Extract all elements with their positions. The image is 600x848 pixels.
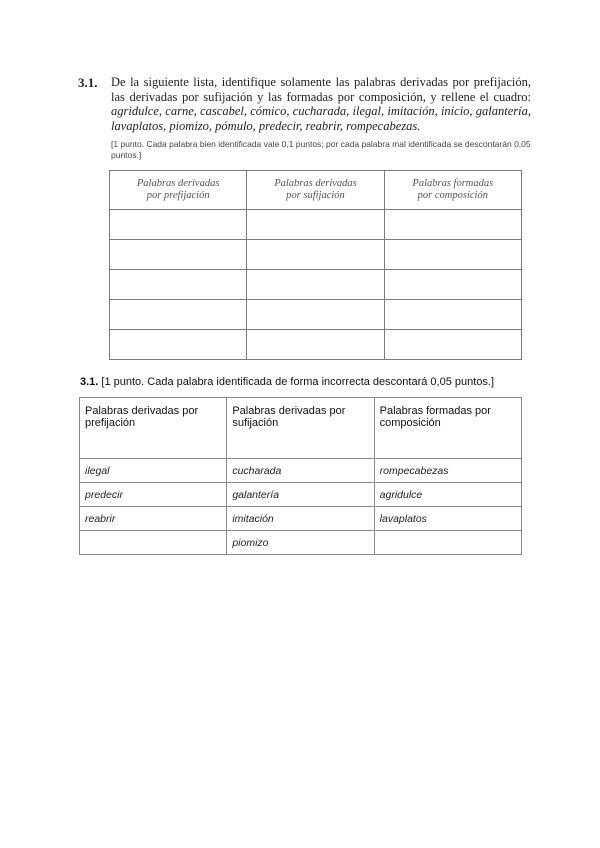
question-instruction: De la siguiente lista, identifique solamente las palabras derivadas por prefijación, las derivadas por sufijación y las formadas por composición, y rellene el cuadro:	[111, 75, 531, 104]
exercise-cell	[384, 330, 521, 360]
exercise-cell	[384, 300, 521, 330]
exercise-cell	[247, 240, 384, 270]
answer-cell: imitación	[227, 507, 374, 531]
answer-cell: cucharada	[227, 459, 374, 483]
answer-header-row	[80, 398, 522, 459]
exercise-cell	[384, 270, 521, 300]
exercise-cell	[384, 240, 521, 270]
exercise-cell	[110, 270, 247, 300]
exercise-header-row	[110, 171, 522, 210]
exercise-row	[110, 210, 522, 240]
answer-cell: piomizo	[227, 531, 374, 555]
exercise-cell	[110, 210, 247, 240]
answer-cell: predecir	[80, 483, 227, 507]
answer-cell	[80, 531, 227, 555]
answer-row	[80, 483, 522, 507]
answer-cell: lavaplatos	[374, 507, 521, 531]
answer-row	[80, 459, 522, 483]
exercise-cell	[110, 330, 247, 360]
exercise-cell	[247, 300, 384, 330]
exercise-cell	[110, 240, 247, 270]
exercise-header-prefijacion: Palabras derivadas por prefijación	[110, 171, 247, 210]
exercise-cell	[384, 210, 521, 240]
answer-cell: rompecabezas	[374, 459, 521, 483]
exercise-header-sufijacion: Palabras derivadas por sufijación	[247, 171, 384, 210]
exercise-row	[110, 270, 522, 300]
answer-row	[80, 507, 522, 531]
question-number: 3.1.	[78, 75, 98, 90]
exercise-cell	[247, 330, 384, 360]
exercise-table	[109, 170, 522, 360]
question-word-list: agridulce, carne, cascabel, cómico, cucharada, ilegal, imitación, inicio, galantería, lavaplatos, piomizo, pómulo, predecir, reabrir, rompecabezas.	[111, 104, 531, 133]
answer-scoring-note: [1 punto. Cada palabra identificada de forma incorrecta descontará 0,05 puntos.]	[101, 376, 495, 388]
answer-cell: agridulce	[374, 483, 521, 507]
answer-cell	[374, 531, 521, 555]
exercise-cell	[247, 210, 384, 240]
answer-title	[80, 376, 494, 388]
answer-cell: ilegal	[80, 459, 227, 483]
exercise-header-composicion: Palabras formadas por composición	[384, 171, 521, 210]
answer-header-sufijacion: Palabras derivadas por sufijación	[227, 398, 374, 459]
answer-cell: reabrir	[80, 507, 227, 531]
question-text	[111, 75, 531, 133]
answer-row	[80, 531, 522, 555]
answer-header-prefijacion: Palabras derivadas por prefijación	[80, 398, 227, 459]
exercise-row	[110, 330, 522, 360]
answer-cell: galantería	[227, 483, 374, 507]
exercise-row	[110, 300, 522, 330]
exercise-cell	[110, 300, 247, 330]
answer-table	[79, 397, 522, 555]
question-scoring-note: [1 punto. Cada palabra bien identificada vale 0,1 puntos; por cada palabra mal identificada se descontarán 0,05 puntos.]	[111, 139, 531, 160]
answer-header-composicion: Palabras formadas por composición	[374, 398, 521, 459]
exercise-cell	[247, 270, 384, 300]
exercise-row	[110, 240, 522, 270]
answer-number: 3.1.	[80, 376, 99, 388]
